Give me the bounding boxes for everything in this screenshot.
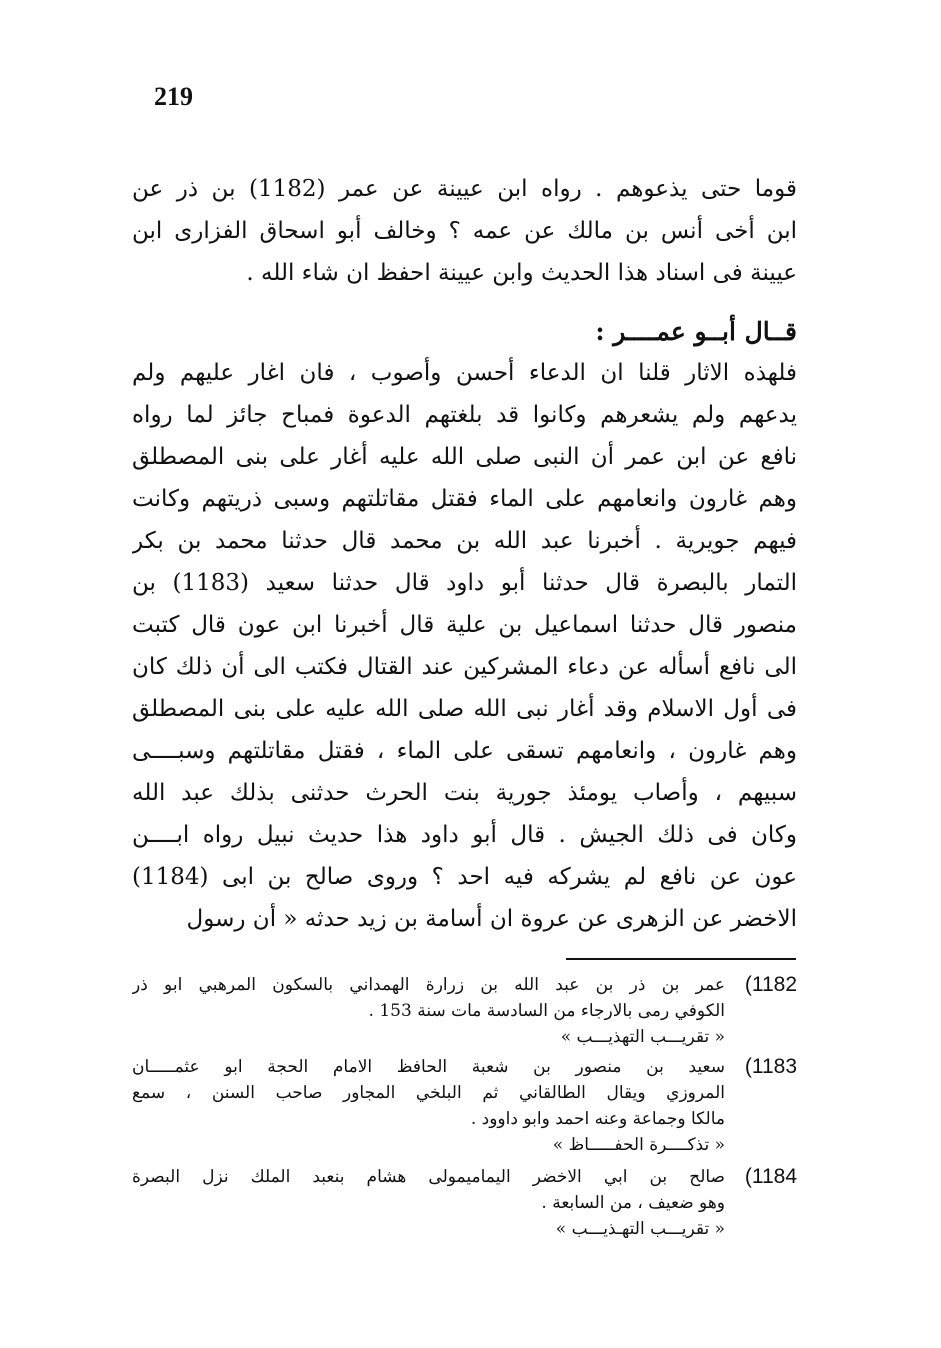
text-line: يدعهم ولم يشعرهم وكانوا قد بلغتهم الدعوة فمباح جائز لما رواه bbox=[132, 402, 797, 428]
text-line: التمار بالبصرة قال حدثنا أبو داود قال حدثنا سعيد (1183) بن bbox=[132, 570, 797, 596]
footnote-line: وهو ضعيف ، من السابعة . bbox=[541, 1193, 725, 1213]
footnote-line: سعيد بن منصور بن شعبة الحافظ الامام الحجة ابو عثمـــــان bbox=[132, 1057, 725, 1077]
section-heading: قــال أبــو عمــــر : bbox=[595, 317, 797, 346]
footnote-number: (1183 bbox=[744, 1055, 797, 1078]
footnote-line: المروزي ويقال الطالقاني ثم البلخي المجاور صاحب السنن ، سمع bbox=[132, 1083, 725, 1103]
text-line: وهم غارون ، وانعامهم تسقى على الماء ، فقتل مقاتلتهم وسبــــى bbox=[132, 738, 797, 764]
page-number: 219 bbox=[154, 82, 193, 111]
text-line: نافع عن ابن عمر أن النبى صلى الله عليه أغار على بنى المصطلق bbox=[132, 444, 797, 470]
text-line: فيهم جويرية . أخبرنا عبد الله بن محمد قال حدثنا محمد بن بكر bbox=[132, 528, 797, 554]
footnote-number: (1182 bbox=[744, 973, 797, 996]
footnote-1184 bbox=[132, 1164, 797, 1242]
text-line: فلهذه الاثار قلنا ان الدعاء أحسن وأصوب ، فان اغار عليهم ولم bbox=[132, 360, 797, 386]
footnote-line: الكوفي رمى بالارجاء من السادسة مات سنة 153 . bbox=[368, 1001, 725, 1021]
footnote-line: صالح بن ابي الاخضر اليماميمولى هشام بنعبد الملك نزل البصرة bbox=[132, 1167, 725, 1187]
footnote-1183 bbox=[132, 1054, 797, 1158]
footnote-1182 bbox=[132, 972, 797, 1050]
footnote-source: « تذكــــرة الحفـــــاظ » bbox=[552, 1135, 725, 1155]
text-line: منصور قال حدثنا اسماعيل بن علية قال أخبرنا ابن عون قال كتبت bbox=[132, 612, 797, 638]
text-line: وكان فى ذلك الجيش . قال أبو داود هذا حديث نبيل رواه ابــــن bbox=[132, 822, 797, 848]
text-line: قوما حتى يذعوهم . رواه ابن عيينة عن عمر (1182) بن ذر عن bbox=[132, 176, 797, 202]
text-line: فى أول الاسلام وقد أغار نبى الله صلى الله عليه على بنى المصطلق bbox=[132, 696, 797, 722]
footnote-source: « تقريـــب التهـذيـــب » bbox=[555, 1219, 725, 1239]
text-line: ابن أخى أنس بن مالك عن عمه ؟ وخالف أبو اسحاق الفزارى ابن bbox=[132, 218, 797, 244]
footnote-number: (1184 bbox=[744, 1165, 797, 1188]
text-line: عون عن نافع لم يشركه فيه احد ؟ وروى صالح بن ابى (1184) bbox=[132, 864, 797, 890]
paragraph-2 bbox=[132, 352, 797, 940]
text-line: وهم غارون وانعامهم على الماء فقتل مقاتلتهم وسبى ذريتهم وكانت bbox=[132, 486, 797, 512]
footnote-divider bbox=[566, 958, 796, 960]
text-line: الاخضر عن الزهرى عن عروة ان أسامة بن زيد حدثه « أن رسول bbox=[186, 906, 797, 932]
text-line: الى نافع أسأله عن دعاء المشركين عند القتال فكتب الى أن ذلك كان bbox=[132, 654, 797, 680]
text-line: عيينة فى اسناد هذا الحديث وابن عيينة احفظ ان شاء الله . bbox=[246, 260, 797, 286]
footnote-line: مالكا وجماعة وعنه احمد وابو داوود . bbox=[470, 1109, 725, 1129]
paragraph-1 bbox=[132, 168, 797, 294]
footnote-source: « تقريـــب التهذيـــب » bbox=[560, 1027, 725, 1047]
text-line: سبيهم ، وأصاب يومئذ جورية بنت الحرث حدثنى بذلك عبد الله bbox=[132, 780, 797, 806]
footnote-line: عمر بن ذر بن عبد الله بن زرارة الهمداني بالسكون المرهبي ابو ذر bbox=[132, 975, 725, 995]
